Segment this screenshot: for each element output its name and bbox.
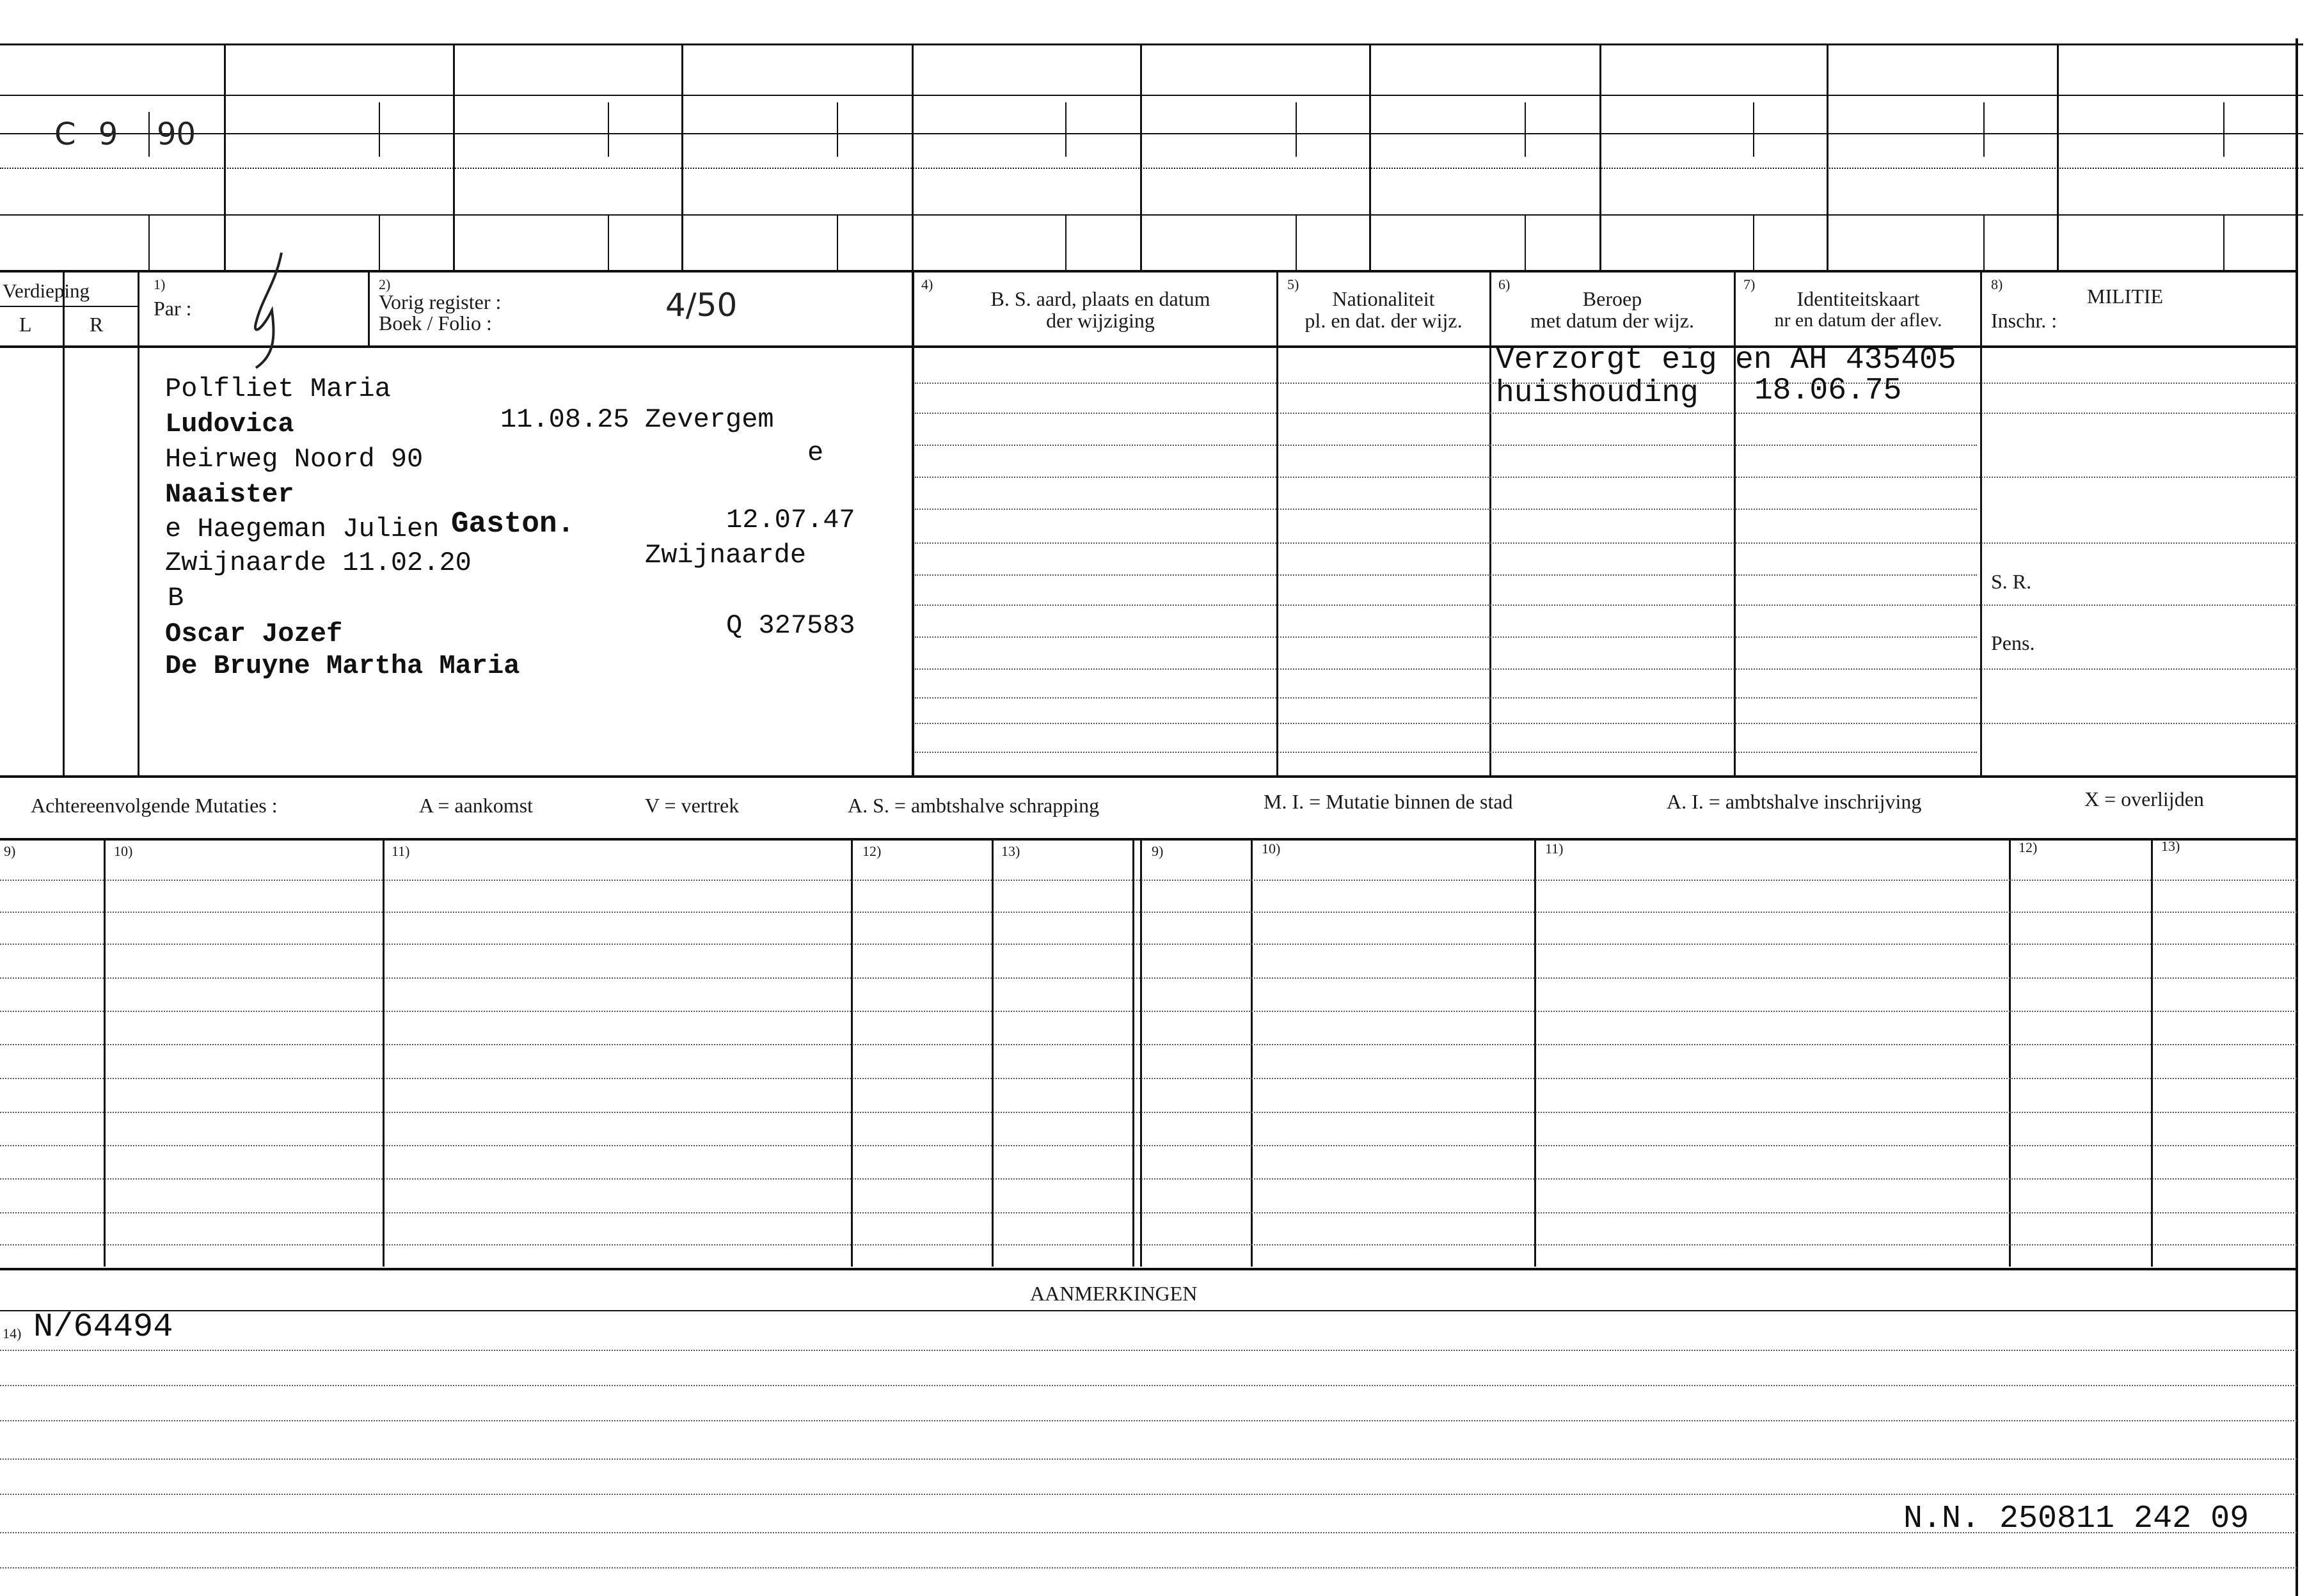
- mut-col-9-left: 9): [4, 843, 16, 859]
- mutaties-ai: A. I. = ambtshalve inschrijving: [1667, 790, 1922, 813]
- nat-line-1: Nationaliteit: [1332, 287, 1435, 310]
- mutaties-mi: M. I. = Mutatie binnen de stad: [1264, 790, 1513, 813]
- person-spouse-prefix: e Haegeman Julien: [165, 514, 440, 544]
- person-name-1: Polfliet Maria: [165, 374, 391, 404]
- person-mother: De Bruyne Martha Maria: [165, 651, 520, 681]
- person-spouse-bold: Gaston.: [451, 507, 575, 541]
- person-spouse-place: Zwijnaarde: [645, 540, 807, 571]
- person-father: Oscar Jozef: [165, 619, 343, 649]
- mut-col-12-right: 12): [2019, 839, 2038, 855]
- verdieping-r: R: [90, 313, 104, 336]
- par-label: Par :: [154, 297, 192, 320]
- mutaties-v: V = vertrek: [645, 794, 740, 817]
- bs-num: 4): [921, 276, 933, 292]
- ident-num: 7): [1743, 276, 1756, 292]
- mutaties-x: X = overlijden: [2084, 787, 2204, 810]
- ident-line-2: nr en datum der aflev.: [1774, 310, 1942, 331]
- beroep-value-2: huishouding: [1496, 376, 1699, 411]
- par-num: 1): [154, 276, 166, 292]
- mut-col-11-left: 11): [392, 843, 410, 859]
- vorig-label-2: Boek / Folio :: [379, 312, 492, 335]
- par-stroke-mark: [243, 246, 313, 381]
- ident-value-1: en AH 435405: [1735, 343, 1956, 377]
- remarks-value: N/64494: [33, 1308, 173, 1346]
- remarks-title-rule: [0, 1310, 2297, 1311]
- beroep-line-2: met datum der wijz.: [1530, 309, 1694, 332]
- person-name-2: Ludovica: [165, 409, 294, 439]
- militie-sr: S. R.: [1991, 570, 2032, 593]
- person-marriage-date: 12.07.47: [726, 505, 855, 535]
- person-birth-place: Zevergem: [645, 404, 774, 435]
- person-id-number: Q 327583: [726, 610, 855, 641]
- beroep-num: 6): [1498, 276, 1511, 292]
- remarks-title: AANMERKINGEN: [1030, 1282, 1198, 1305]
- militie-num: 8): [1991, 276, 2003, 292]
- vorig-label-1: Vorig register :: [379, 290, 502, 313]
- mut-col-11-right: 11): [1545, 841, 1564, 857]
- ident-line-1: Identiteitskaart: [1796, 287, 1920, 310]
- militie-pens: Pens.: [1991, 631, 2035, 654]
- bs-line-2: der wijziging: [1046, 309, 1155, 332]
- header-top-rule: [0, 270, 2297, 273]
- beroep-value-1: Verzorgt eig: [1496, 343, 1717, 377]
- beroep-line-1: Beroep: [1582, 287, 1642, 310]
- mut-col-10-left: 10): [114, 843, 133, 859]
- bs-line-1: B. S. aard, plaats en datum: [990, 287, 1210, 310]
- person-mark-b: B: [168, 583, 184, 613]
- militie-title: MILITIE: [2087, 285, 2164, 308]
- nat-num: 5): [1287, 276, 1299, 292]
- mutaties-a: A = aankomst: [419, 794, 534, 817]
- mut-col-13-right: 13): [2161, 838, 2180, 854]
- national-number: N.N. 250811 242 09: [1903, 1501, 2249, 1537]
- mut-col-13-left: 13): [1001, 843, 1020, 859]
- vorig-value: 4/50: [665, 287, 738, 324]
- verdieping-l: L: [19, 313, 32, 336]
- person-spouse-birth: Zwijnaarde 11.02.20: [165, 548, 472, 578]
- mut-col-9-right: 9): [1152, 843, 1164, 859]
- verdieping-title: Verdieping: [3, 280, 90, 302]
- remarks-top-rule: [0, 1268, 2297, 1270]
- mutaties-title: Achtereenvolgende Mutaties :: [31, 794, 278, 817]
- mut-col-12-left: 12): [862, 843, 882, 859]
- mutaties-top-rule: [0, 775, 2297, 778]
- nat-line-2: pl. en dat. der wijz.: [1305, 309, 1463, 332]
- remarks-num: 14): [3, 1325, 22, 1341]
- person-address-mark: e: [807, 438, 824, 468]
- mutaties-grid-top-rule: [0, 838, 2297, 841]
- militie-inschr: Inschr. :: [1991, 309, 2058, 332]
- ident-value-2: 18.06.75: [1754, 374, 1902, 408]
- top-code: C 9: [54, 116, 125, 152]
- person-birth-date: 11.08.25: [500, 404, 630, 435]
- top-number: 90: [157, 116, 196, 152]
- vorig-num: 2): [379, 276, 391, 292]
- mut-col-10-right: 10): [1262, 841, 1281, 857]
- person-occupation: Naaister: [165, 479, 294, 510]
- mutaties-as: A. S. = ambtshalve schrapping: [848, 794, 1100, 817]
- person-address: Heirweg Noord 90: [165, 444, 424, 475]
